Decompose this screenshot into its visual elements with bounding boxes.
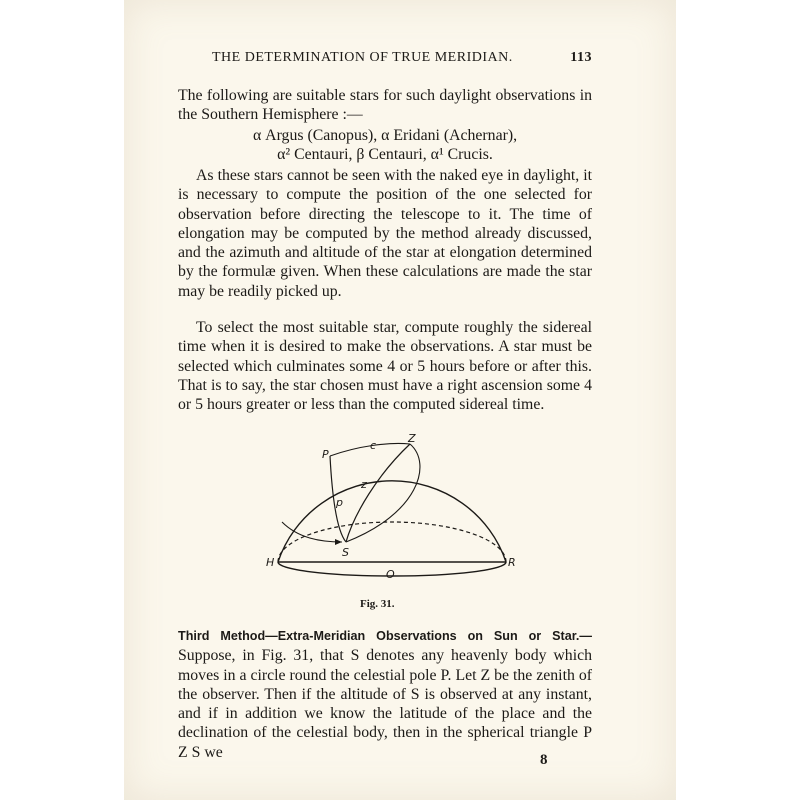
arc-z (346, 444, 410, 542)
star-list-line-2: α² Centauri, β Centauri, α¹ Crucis. (277, 146, 493, 163)
running-head (212, 50, 592, 66)
running-head-title: THE DETERMINATION OF TRUE MERIDIAN. (212, 50, 513, 65)
label-R: R (508, 556, 516, 569)
label-p: p (336, 496, 343, 509)
page-number: 113 (570, 50, 592, 65)
label-H: H (266, 556, 275, 569)
intro-paragraph: The following are suitable stars for such daylight observations in the Southern Hemisphere :— (178, 87, 592, 124)
star-list-line-1: α Argus (Canopus), α Eridani (Achernar), (252, 127, 518, 144)
third-method-body: Suppose, in Fig. 31, that S denotes any heavenly body which moves in a circle round the celestial pole P. Let Z be the zenith of the observer. Then if the altitude of S is observed at any instant, and if in addition we know the latitude of the place and the declination of the celestial body, then in the spherical triangle P Z S we (178, 647, 592, 761)
signature-mark: 8 (540, 752, 548, 768)
motion-arc (282, 522, 342, 542)
celestial-sphere-diagram (258, 434, 528, 594)
figure-caption: Fig. 31. (360, 598, 395, 610)
select-star-paragraph: To select the most suitable star, compute roughly the sidereal time when it is desired to make the observations. A star must be selected which culminates some 4 or 5 hours before or after this. That is to say, the star chosen must have a right ascension some 4 or 5 hours greater or less than the computed sidereal time. (178, 319, 592, 414)
section-heading: Third Method—Extra-Meridian Observations on Sun or Star.— (178, 629, 592, 643)
label-Z: Z (408, 434, 416, 445)
third-method-paragraph (178, 626, 592, 762)
label-c: c (370, 439, 377, 452)
star-path (346, 444, 420, 542)
label-S: S (342, 546, 349, 559)
figure-31 (258, 434, 528, 594)
motion-arrowhead (335, 539, 342, 545)
compute-paragraph: As these stars cannot be seen with the naked eye in daylight, it is necessary to compute the position of the one selected for observation before directing the telescope to it. The time of elongation may be computed by the method already discussed, and the azimuth and altitude of the star at elongation determined by the formulæ given. When these calculations are made the star may be readily picked up. (178, 167, 592, 300)
horizon-back-dashed (278, 522, 506, 562)
label-z: z (361, 478, 367, 491)
label-O: O (386, 568, 395, 581)
label-P: P (322, 448, 329, 461)
